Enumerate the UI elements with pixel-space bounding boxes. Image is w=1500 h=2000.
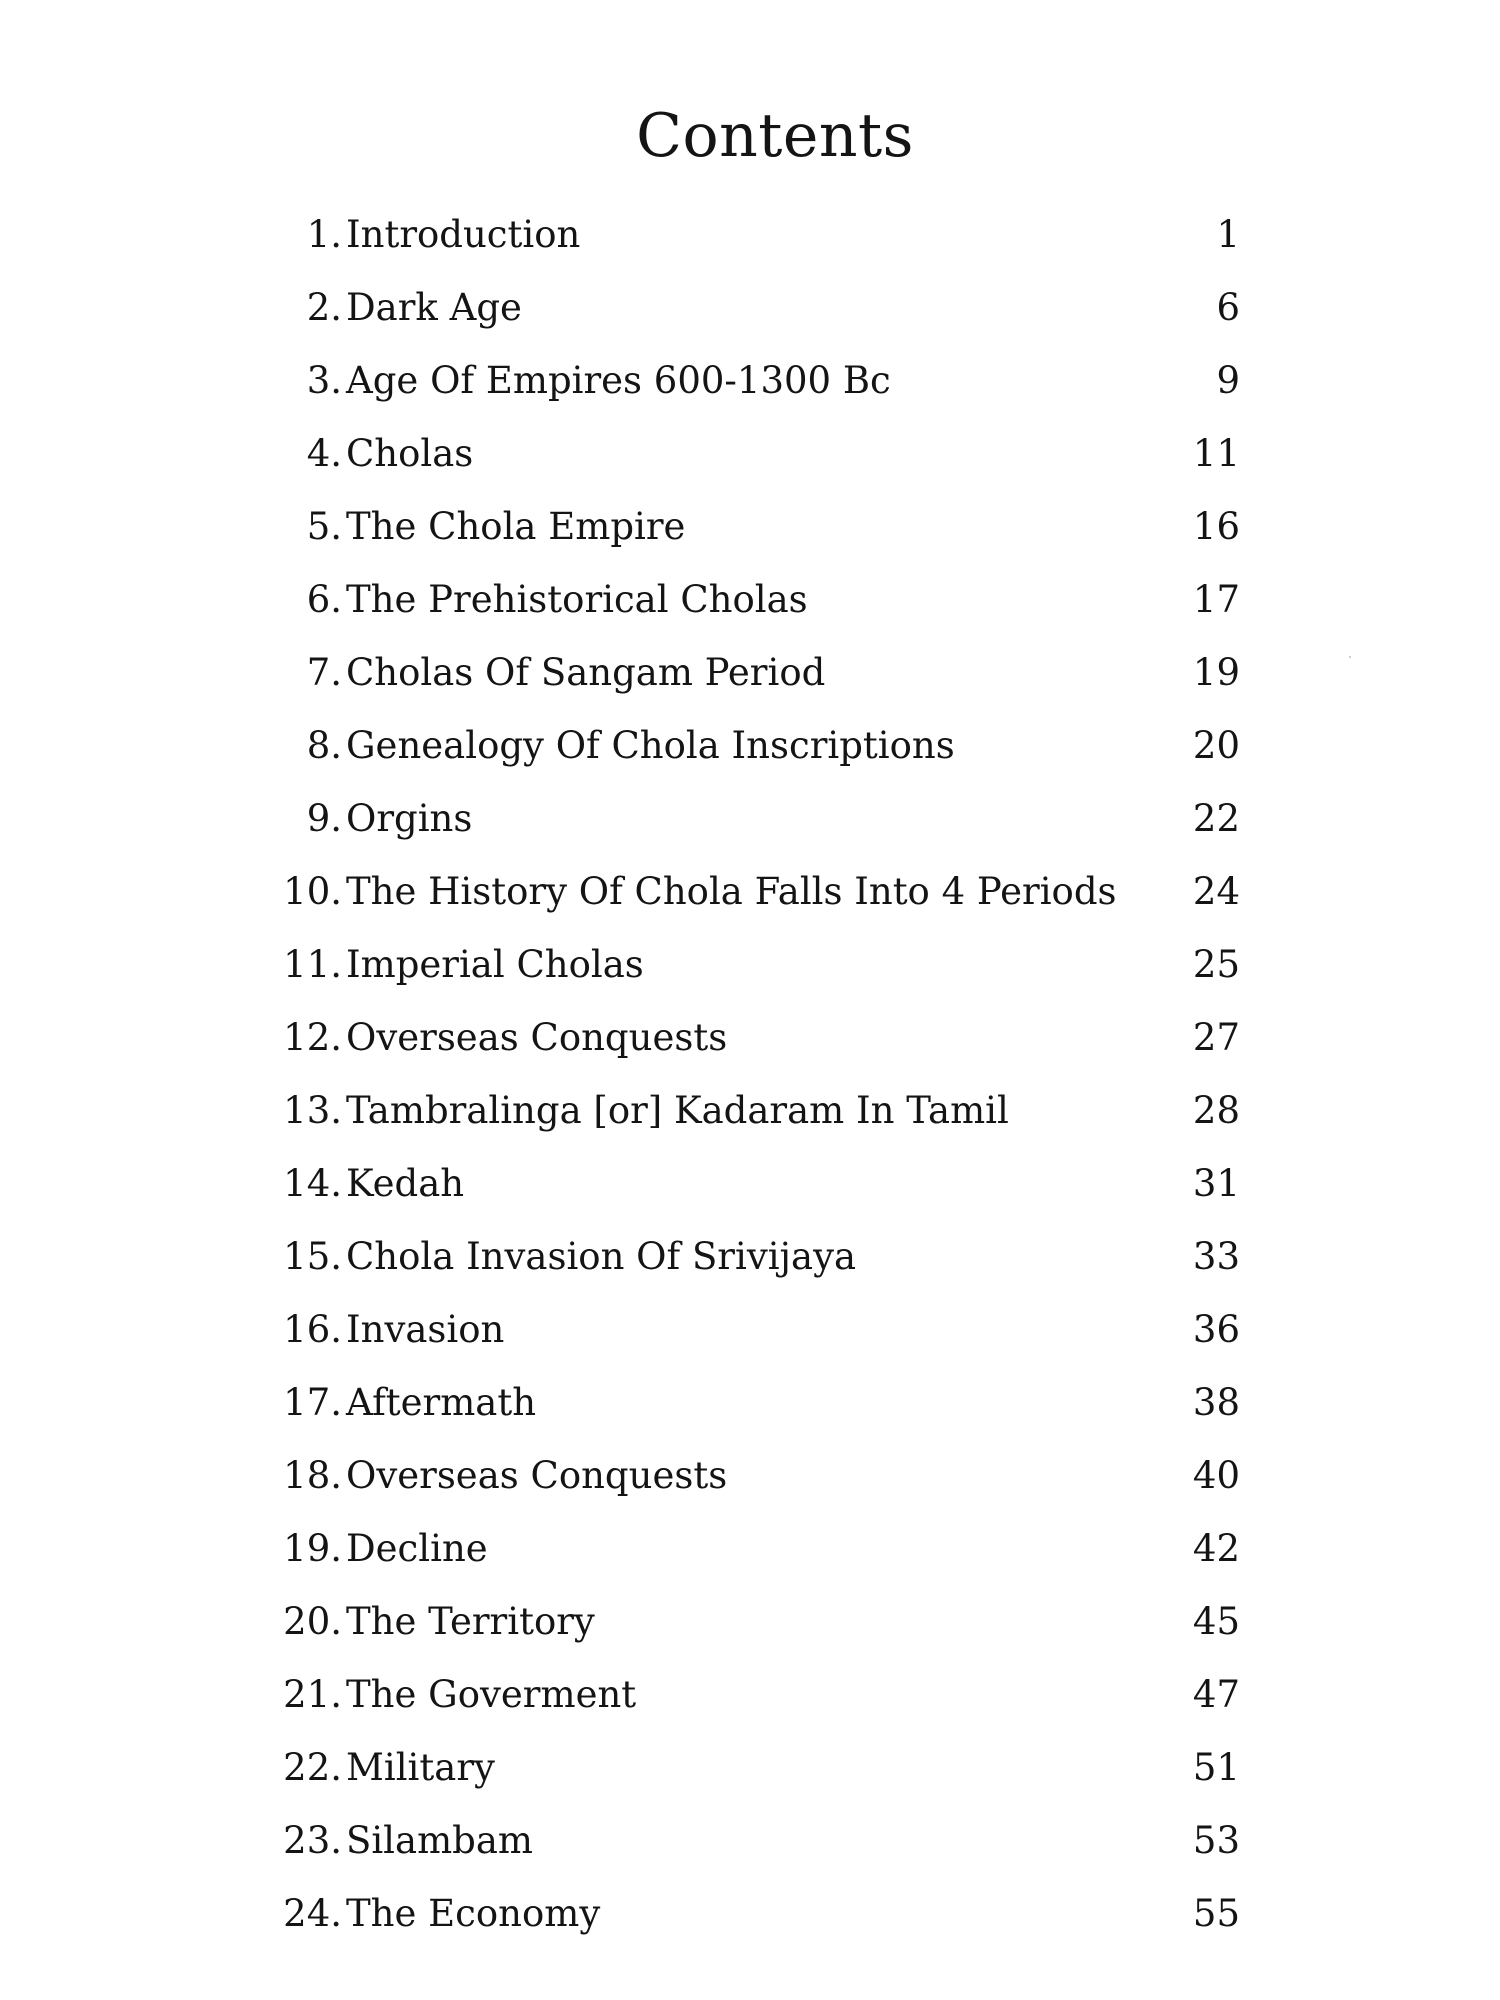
toc-entry	[0, 1293, 1500, 1366]
toc-entry-page: 24	[1192, 870, 1240, 913]
toc-entry-number: 5.	[306, 505, 342, 548]
toc-entry-page: 47	[1192, 1673, 1240, 1716]
toc-entry-title: Orgins	[346, 797, 473, 840]
toc-entry-number: 16.	[283, 1308, 342, 1351]
toc-entry-title: The Prehistorical Cholas	[346, 578, 808, 621]
toc-entry	[0, 1658, 1500, 1731]
toc-entry-number: 11.	[283, 943, 342, 986]
toc-entry-title: The History Of Chola Falls Into 4 Periods	[346, 870, 1117, 913]
toc-entry-number: 1.	[306, 213, 342, 256]
toc-entry-number: 23.	[283, 1819, 342, 1862]
toc-entry-title: Cholas	[346, 432, 474, 475]
toc-entry-number: 19.	[283, 1527, 342, 1570]
toc-entry-page: 31	[1192, 1162, 1240, 1205]
toc-entry-title: The Territory	[346, 1600, 595, 1643]
toc-entry-title: The Economy	[346, 1892, 601, 1935]
toc-entry	[0, 490, 1500, 563]
toc-entry-page: 11	[1192, 432, 1240, 475]
toc-entry	[0, 855, 1500, 928]
scan-speck	[1349, 656, 1351, 658]
toc-entry	[0, 1512, 1500, 1585]
toc-entry-title: Invasion	[346, 1308, 505, 1351]
toc-entry	[0, 563, 1500, 636]
toc-entry-page: 33	[1192, 1235, 1240, 1278]
toc-entry-title: The Chola Empire	[346, 505, 686, 548]
toc-entry-page: 16	[1192, 505, 1240, 548]
toc-entry-page: 22	[1192, 797, 1240, 840]
toc-entry	[0, 1731, 1500, 1804]
toc-entry-title: Introduction	[346, 213, 581, 256]
toc-entry-page: 25	[1192, 943, 1240, 986]
toc-entry-number: 17.	[283, 1381, 342, 1424]
toc-entry	[0, 1439, 1500, 1512]
toc-entry-page: 17	[1192, 578, 1240, 621]
toc-entry	[0, 1147, 1500, 1220]
toc-entry-page: 28	[1192, 1089, 1240, 1132]
toc-entry-title: The Goverment	[346, 1673, 637, 1716]
toc-entry	[0, 1366, 1500, 1439]
toc-entry-title: Chola Invasion Of Srivijaya	[346, 1235, 857, 1278]
toc-entry-number: 22.	[283, 1746, 342, 1789]
toc-entry-page: 40	[1192, 1454, 1240, 1497]
toc-entry-number: 14.	[283, 1162, 342, 1205]
toc-entry-number: 21.	[283, 1673, 342, 1716]
toc-entry-page: 9	[1216, 359, 1240, 402]
toc-entry-page: 53	[1192, 1819, 1240, 1862]
toc-entry-number: 9.	[306, 797, 342, 840]
toc-entry-title: Overseas Conquests	[346, 1016, 728, 1059]
toc-entry	[0, 344, 1500, 417]
toc-entry-number: 18.	[283, 1454, 342, 1497]
toc-entry	[0, 709, 1500, 782]
toc-entry-number: 12.	[283, 1016, 342, 1059]
toc-entry-title: Cholas Of Sangam Period	[346, 651, 826, 694]
toc-entry-title: Aftermath	[346, 1381, 537, 1424]
toc-entry-title: Genealogy Of Chola Inscriptions	[346, 724, 955, 767]
toc-entry	[0, 1877, 1500, 1950]
toc-entry-title: Tambralinga [or] Kadaram In Tamil	[346, 1089, 1009, 1132]
toc-entry	[0, 198, 1500, 271]
toc-entry-number: 24.	[283, 1892, 342, 1935]
table-of-contents	[0, 198, 1500, 1950]
toc-entry-number: 4.	[306, 432, 342, 475]
toc-entry-title: Overseas Conquests	[346, 1454, 728, 1497]
toc-entry-page: 55	[1192, 1892, 1240, 1935]
toc-entry-number: 2.	[306, 286, 342, 329]
toc-entry-page: 38	[1192, 1381, 1240, 1424]
toc-entry-title: Military	[346, 1746, 495, 1789]
toc-entry-page: 6	[1216, 286, 1240, 329]
toc-entry-title: Age Of Empires 600-1300 Bc	[346, 359, 891, 402]
toc-entry-number: 15.	[283, 1235, 342, 1278]
toc-entry-page: 51	[1192, 1746, 1240, 1789]
toc-entry-title: Imperial Cholas	[346, 943, 644, 986]
toc-entry	[0, 1804, 1500, 1877]
toc-entry	[0, 1074, 1500, 1147]
toc-entry-number: 20.	[283, 1600, 342, 1643]
toc-entry	[0, 928, 1500, 1001]
toc-entry-number: 13.	[283, 1089, 342, 1132]
toc-entry	[0, 1001, 1500, 1074]
toc-entry-number: 3.	[306, 359, 342, 402]
toc-entry	[0, 1220, 1500, 1293]
toc-entry	[0, 1585, 1500, 1658]
toc-entry-title: Decline	[346, 1527, 488, 1570]
toc-entry-page: 42	[1192, 1527, 1240, 1570]
toc-entry-page: 19	[1192, 651, 1240, 694]
toc-entry-page: 20	[1192, 724, 1240, 767]
toc-entry-page: 27	[1192, 1016, 1240, 1059]
toc-entry-title: Silambam	[346, 1819, 533, 1862]
toc-entry-title: Kedah	[346, 1162, 465, 1205]
toc-entry	[0, 636, 1500, 709]
page-title: Contents	[636, 101, 914, 171]
toc-entry-page: 36	[1192, 1308, 1240, 1351]
toc-entry	[0, 271, 1500, 344]
toc-entry	[0, 417, 1500, 490]
toc-entry-number: 7.	[306, 651, 342, 694]
toc-entry	[0, 782, 1500, 855]
toc-entry-number: 6.	[306, 578, 342, 621]
toc-entry-page: 45	[1192, 1600, 1240, 1643]
toc-entry-number: 10.	[283, 870, 342, 913]
toc-entry-title: Dark Age	[346, 286, 522, 329]
toc-entry-page: 1	[1216, 213, 1240, 256]
toc-entry-number: 8.	[306, 724, 342, 767]
